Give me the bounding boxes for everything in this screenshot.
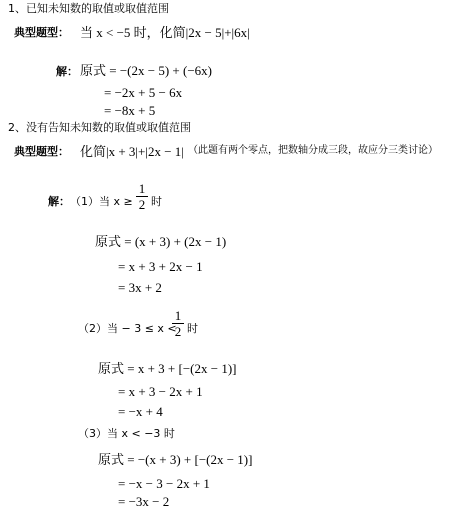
- case1-prefix: （1）当 x ≥: [70, 195, 133, 208]
- case1-fraction-denominator: 2: [138, 197, 146, 212]
- section2-note: （此题有两个零点，把数轴分成三段，故应分三类讨论）: [188, 145, 438, 156]
- section1-solution-label: 解：: [56, 65, 78, 78]
- section2-heading: 2、没有告知未知数的取值或取值范围: [8, 121, 191, 134]
- section1-line-2: = −2x + 5 − 6x: [104, 85, 183, 100]
- section2-problem-label: 典型题型：: [14, 145, 69, 158]
- case2-line-1: 原式 = x + 3 + [−(2x − 1)]: [98, 361, 237, 376]
- case2-prefix: （2）当 − 3 ≤ x <: [78, 322, 177, 335]
- case2-line-3: = −x + 4: [118, 404, 163, 419]
- case2-fraction-numerator: 1: [174, 308, 182, 323]
- section2-problem-text: 化简|x + 3|+|2x − 1|: [80, 144, 184, 159]
- case3-line-1: 原式 = −(x + 3) + [−(2x − 1)]: [98, 452, 253, 467]
- section1-problem-label: 典型题型：: [14, 26, 69, 39]
- case2-fraction: [172, 309, 184, 338]
- case1-line-2: = x + 3 + 2x − 1: [118, 259, 203, 274]
- section1-heading: 1、已知未知数的取值或取值范围: [8, 2, 169, 15]
- section1-line-3: = −8x + 5: [104, 103, 156, 118]
- section1-problem-text: 当 x < −5 时，化简|2x − 5|+|6x|: [80, 25, 250, 40]
- case1-fraction: [136, 182, 148, 211]
- case3-line-2: = −x − 3 − 2x + 1: [118, 476, 210, 491]
- section2-solution-label: 解：: [48, 195, 70, 208]
- case1-fraction-numerator: 1: [138, 181, 146, 196]
- case3-line-3: = −3x − 2: [118, 494, 170, 509]
- case1-line-1: 原式 = (x + 3) + (2x − 1): [95, 234, 227, 249]
- section1-line-1: 原式 = −(2x − 5) + (−6x): [80, 63, 212, 78]
- case2-suffix: 时: [187, 322, 198, 335]
- case2-line-2: = x + 3 − 2x + 1: [118, 384, 203, 399]
- case1-suffix: 时: [151, 195, 162, 208]
- case1-line-3: = 3x + 2: [118, 280, 162, 295]
- case2-fraction-denominator: 2: [174, 324, 182, 339]
- case3-prefix: （3）当 x < −3 时: [78, 427, 175, 440]
